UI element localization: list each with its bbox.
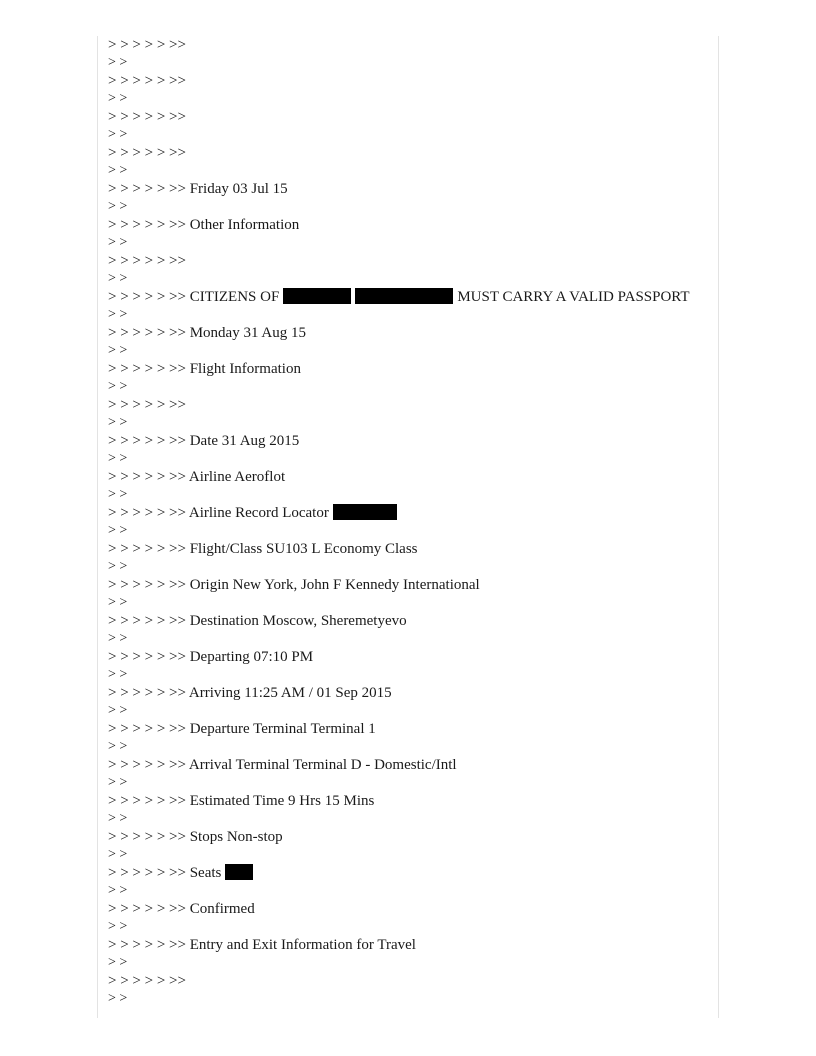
quote-prefix: > > > > > >> bbox=[108, 73, 186, 89]
quoted-text-line bbox=[108, 252, 690, 270]
line-text: Date 31 Aug 2015 bbox=[185, 433, 300, 449]
quote-prefix: > > > > > >> bbox=[108, 253, 186, 269]
quote-marker-line: > > bbox=[108, 127, 128, 142]
line-text: CITIZENS OF bbox=[185, 289, 280, 305]
quote-marker-line: > > bbox=[108, 991, 128, 1006]
redaction-block bbox=[225, 864, 253, 880]
quoted-text-line bbox=[108, 612, 690, 630]
quoted-text-line bbox=[108, 144, 690, 162]
quote-marker-line: > > bbox=[108, 811, 128, 826]
line-text: Origin New York, John F Kennedy International bbox=[185, 577, 480, 593]
quoted-text-line bbox=[108, 432, 690, 450]
line-text: Departure Terminal Terminal 1 bbox=[185, 721, 376, 737]
quoted-text-line bbox=[108, 360, 690, 378]
quoted-text-line bbox=[108, 324, 690, 342]
quote-marker-line: > > bbox=[108, 55, 128, 70]
quoted-text-line bbox=[108, 504, 690, 522]
quote-prefix: > > > > > >> bbox=[108, 829, 186, 845]
line-text-after-redaction: MUST CARRY A VALID PASSPORT bbox=[457, 289, 690, 305]
quote-marker-line: > > bbox=[108, 163, 128, 178]
line-text: Monday 31 Aug 15 bbox=[185, 325, 306, 341]
quoted-text-line bbox=[108, 648, 690, 666]
quote-prefix: > > > > > >> bbox=[108, 361, 186, 377]
quote-marker-line: > > bbox=[108, 199, 128, 214]
quoted-text-line bbox=[108, 900, 690, 918]
quote-prefix: > > > > > >> bbox=[108, 325, 186, 341]
quoted-text-line bbox=[108, 576, 690, 594]
redaction-block bbox=[283, 288, 351, 304]
quoted-email-body bbox=[108, 36, 690, 1008]
line-text: Arriving 11:25 AM / 01 Sep 2015 bbox=[185, 685, 392, 701]
quote-prefix: > > > > > >> bbox=[108, 433, 186, 449]
quote-prefix: > > > > > >> bbox=[108, 793, 186, 809]
quote-marker-line: > > bbox=[108, 883, 128, 898]
quote-prefix: > > > > > >> bbox=[108, 37, 186, 53]
quote-prefix: > > > > > >> bbox=[108, 109, 186, 125]
quote-prefix: > > > > > >> bbox=[108, 649, 186, 665]
quoted-text-line bbox=[108, 684, 690, 702]
quoted-text-line bbox=[108, 216, 690, 234]
quoted-text-line bbox=[108, 396, 690, 414]
quoted-text-line bbox=[108, 36, 690, 54]
quoted-text-line bbox=[108, 108, 690, 126]
quoted-text-line bbox=[108, 540, 690, 558]
quote-marker-line: > > bbox=[108, 775, 128, 790]
quote-marker-line: > > bbox=[108, 703, 128, 718]
quote-marker-line: > > bbox=[108, 379, 128, 394]
quoted-text-line bbox=[108, 972, 690, 990]
redaction-block bbox=[333, 504, 397, 520]
quoted-text-line bbox=[108, 828, 690, 846]
quote-marker-line: > > bbox=[108, 271, 128, 286]
quote-marker-line: > > bbox=[108, 595, 128, 610]
quote-marker-line: > > bbox=[108, 847, 128, 862]
quote-marker-line: > > bbox=[108, 919, 128, 934]
line-text: Arrival Terminal Terminal D - Domestic/Intl bbox=[185, 757, 457, 773]
quote-prefix: > > > > > >> bbox=[108, 685, 186, 701]
quote-prefix: > > > > > >> bbox=[108, 541, 186, 557]
quote-marker-line: > > bbox=[108, 307, 128, 322]
quote-prefix: > > > > > >> bbox=[108, 865, 186, 881]
line-text: Entry and Exit Information for Travel bbox=[185, 937, 416, 953]
quoted-text-line bbox=[108, 864, 690, 882]
quote-prefix: > > > > > >> bbox=[108, 145, 186, 161]
quoted-text-line bbox=[108, 180, 690, 198]
quote-prefix: > > > > > >> bbox=[108, 721, 186, 737]
line-text: Seats bbox=[185, 865, 222, 881]
redaction-block bbox=[355, 288, 453, 304]
quote-prefix: > > > > > >> bbox=[108, 217, 186, 233]
quote-marker-line: > > bbox=[108, 451, 128, 466]
line-text: Departing 07:10 PM bbox=[185, 649, 314, 665]
quote-prefix: > > > > > >> bbox=[108, 937, 186, 953]
quote-marker-line: > > bbox=[108, 955, 128, 970]
quote-prefix: > > > > > >> bbox=[108, 973, 186, 989]
quoted-text-line bbox=[108, 720, 690, 738]
line-text: Friday 03 Jul 15 bbox=[185, 181, 288, 197]
line-text: Destination Moscow, Sheremetyevo bbox=[185, 613, 407, 629]
quote-prefix: > > > > > >> bbox=[108, 901, 186, 917]
line-text: Stops Non-stop bbox=[185, 829, 283, 845]
quoted-text-line bbox=[108, 756, 690, 774]
quote-marker-line: > > bbox=[108, 631, 128, 646]
quote-prefix: > > > > > >> bbox=[108, 577, 186, 593]
quote-marker-line: > > bbox=[108, 667, 128, 682]
quote-marker-line: > > bbox=[108, 739, 128, 754]
quote-marker-line: > > bbox=[108, 415, 128, 430]
quoted-text-line bbox=[108, 468, 690, 486]
quote-prefix: > > > > > >> bbox=[108, 289, 186, 305]
line-text: Airline Record Locator bbox=[185, 505, 329, 521]
line-text: Flight/Class SU103 L Economy Class bbox=[185, 541, 418, 557]
quote-prefix: > > > > > >> bbox=[108, 469, 186, 485]
quote-prefix: > > > > > >> bbox=[108, 397, 186, 413]
quote-marker-line: > > bbox=[108, 487, 128, 502]
quote-prefix: > > > > > >> bbox=[108, 181, 186, 197]
quote-prefix: > > > > > >> bbox=[108, 613, 186, 629]
quote-marker-line: > > bbox=[108, 343, 128, 358]
quoted-text-line bbox=[108, 792, 690, 810]
quoted-text-line bbox=[108, 72, 690, 90]
quoted-text-line bbox=[108, 288, 690, 306]
line-text: Estimated Time 9 Hrs 15 Mins bbox=[185, 793, 375, 809]
quote-marker-line: > > bbox=[108, 91, 128, 106]
line-text: Confirmed bbox=[185, 901, 255, 917]
quote-prefix: > > > > > >> bbox=[108, 757, 186, 773]
line-text: Flight Information bbox=[185, 361, 301, 377]
quoted-text-line bbox=[108, 936, 690, 954]
line-text: Airline Aeroflot bbox=[185, 469, 286, 485]
quote-marker-line: > > bbox=[108, 523, 128, 538]
line-text: Other Information bbox=[185, 217, 300, 233]
quote-marker-line: > > bbox=[108, 559, 128, 574]
quote-prefix: > > > > > >> bbox=[108, 505, 186, 521]
quote-marker-line: > > bbox=[108, 235, 128, 250]
